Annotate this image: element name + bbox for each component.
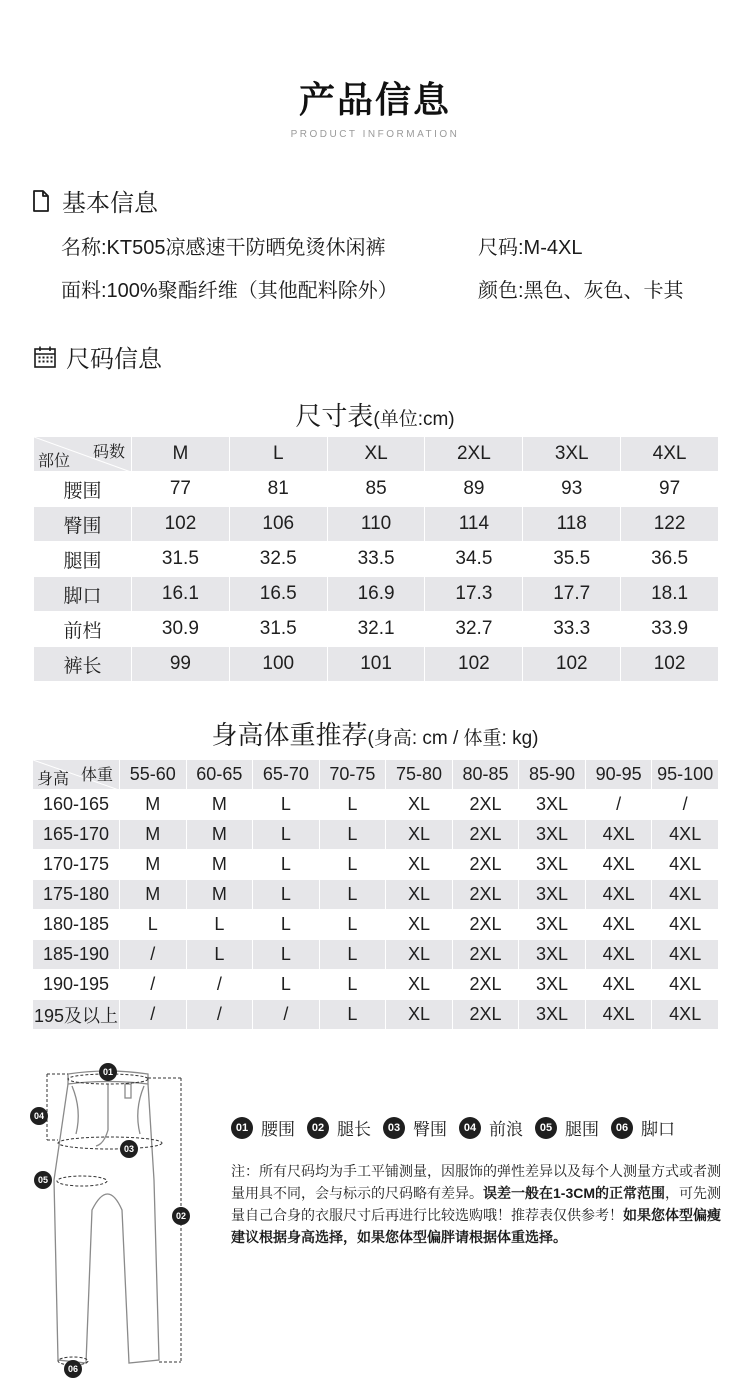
rec-table-cell: / (186, 1000, 253, 1030)
rec-table-cell: 4XL (652, 940, 719, 970)
rec-table-caption (0, 715, 750, 752)
size-table-row-label: 前档 (34, 612, 132, 647)
size-info-heading (32, 339, 162, 374)
rec-table-cell: L (319, 970, 386, 1000)
product-colors: 颜色:黑色、灰色、卡其 (478, 280, 684, 302)
size-table-cell: 118 (523, 507, 621, 542)
rec-table-cell: 2XL (452, 970, 519, 1000)
legend-number-badge: 04 (459, 1117, 481, 1139)
size-table-column-header: 2XL (425, 437, 523, 472)
rec-table-row (33, 880, 719, 910)
size-table-row (34, 507, 719, 542)
size-table-unit: (单位:cm) (373, 409, 455, 430)
rec-table-cell: / (186, 970, 253, 1000)
size-table-cell: 30.9 (132, 612, 230, 647)
rec-table-cell: 4XL (585, 970, 652, 1000)
product-name: 名称:KT505凉感速干防晒免烫休闲裤 (61, 237, 386, 259)
rec-table-header-row (33, 760, 719, 790)
rec-table-cell: L (253, 820, 320, 850)
rec-table-cell: 2XL (452, 790, 519, 820)
size-table-cell: 102 (425, 647, 523, 682)
size-table-cell: 99 (132, 647, 230, 682)
rec-table-cell: 4XL (585, 880, 652, 910)
rec-table-cell: 3XL (519, 970, 586, 1000)
figure-badge-02: 02 (172, 1207, 190, 1225)
rec-table-cell: L (253, 940, 320, 970)
size-table-row (34, 612, 719, 647)
size-table-cell: 17.3 (425, 577, 523, 612)
size-table-corner-bottom: 部位 (38, 453, 71, 470)
rec-table-column-header: 65-70 (253, 760, 320, 790)
size-table-cell: 32.7 (425, 612, 523, 647)
legend-label: 腿围 (565, 1120, 599, 1139)
document-icon (28, 188, 54, 214)
rec-table-row (33, 910, 719, 940)
legend-label: 腰围 (261, 1120, 295, 1139)
page-title: 产品信息 (298, 79, 451, 120)
size-table-cell: 33.3 (523, 612, 621, 647)
rec-table-cell: 4XL (652, 970, 719, 1000)
rec-table-cell: 4XL (652, 850, 719, 880)
legend-number-badge: 05 (535, 1117, 557, 1139)
size-table-corner-top: 码数 (92, 444, 125, 461)
size-table-cell: 77 (132, 472, 230, 507)
rec-table-cell: M (186, 850, 253, 880)
rec-table-column-header: 75-80 (386, 760, 453, 790)
rec-table-cell: 2XL (452, 880, 519, 910)
size-table-cell: 102 (523, 647, 621, 682)
size-table-cell: 31.5 (132, 542, 230, 577)
rec-table-cell: / (253, 1000, 320, 1030)
size-table-row (34, 542, 719, 577)
rec-table-cell: L (186, 910, 253, 940)
legend-number-badge: 02 (307, 1117, 329, 1139)
size-table-column-header: 4XL (621, 437, 719, 472)
basic-info-heading (28, 183, 158, 218)
rec-table-cell: 4XL (585, 850, 652, 880)
size-table (33, 436, 719, 682)
rec-table-cell: M (120, 820, 187, 850)
rec-table-cell: 3XL (519, 820, 586, 850)
rec-table-cell: XL (386, 940, 453, 970)
rec-table-cell: L (186, 940, 253, 970)
rec-table-cell: 3XL (519, 880, 586, 910)
rec-table-cell: M (186, 790, 253, 820)
page-subtitle: PRODUCT INFORMATION (290, 129, 460, 140)
size-table-row (34, 577, 719, 612)
rec-table-cell: 4XL (585, 1000, 652, 1030)
legend-label: 脚口 (641, 1120, 675, 1139)
size-table-cell: 32.5 (229, 542, 327, 577)
rec-table-row (33, 970, 719, 1000)
rec-table-cell: 4XL (585, 940, 652, 970)
rec-table-cell: L (253, 970, 320, 1000)
measurement-note (231, 1160, 721, 1248)
rec-table-cell: M (120, 850, 187, 880)
rec-table-cell: L (253, 850, 320, 880)
size-table-cell: 100 (229, 647, 327, 682)
size-table-cell: 31.5 (229, 612, 327, 647)
rec-table-row-label: 180-185 (33, 910, 120, 940)
legend-item (231, 1115, 295, 1140)
rec-table-cell: 3XL (519, 1000, 586, 1030)
legend-label: 臀围 (413, 1120, 447, 1139)
size-info-title: 尺码信息 (66, 346, 162, 373)
size-table-column-header: L (229, 437, 327, 472)
rec-table-cell: M (120, 790, 187, 820)
size-table-row-label: 脚口 (34, 577, 132, 612)
product-fabric: 面料:100%聚酯纤维（其他配料除外） (61, 280, 398, 302)
rec-table-corner-top: 体重 (80, 767, 113, 784)
note-text-2: ，可先测量自己合身的衣服尺寸后再进行比较选购哦！推荐表仅供参考！ (231, 1185, 722, 1223)
rec-table-cell: 4XL (585, 820, 652, 850)
size-table-cell: 33.5 (327, 542, 425, 577)
size-table-cell: 89 (425, 472, 523, 507)
rec-table-cell: 4XL (652, 1000, 719, 1030)
size-table-cell: 122 (621, 507, 719, 542)
rec-table-cell: 3XL (519, 790, 586, 820)
rec-table-column-header: 85-90 (519, 760, 586, 790)
product-size-range: 尺码:M-4XL (478, 237, 583, 259)
rec-table-cell: M (120, 880, 187, 910)
rec-table-cell: L (319, 1000, 386, 1030)
rec-table (32, 759, 719, 1030)
note-bold-2: 如果您体型偏瘦建议根据身高选择，如果您体型偏胖请根据体重选择。 (231, 1207, 721, 1245)
rec-table-cell: 3XL (519, 910, 586, 940)
rec-table-cell: XL (386, 970, 453, 1000)
legend-label: 前浪 (489, 1120, 523, 1139)
rec-table-column-header: 90-95 (585, 760, 652, 790)
rec-table-cell: XL (386, 880, 453, 910)
rec-table-title: 身高体重推荐 (211, 720, 368, 750)
rec-table-cell: / (652, 790, 719, 820)
legend-item (307, 1115, 371, 1140)
legend-item (459, 1115, 523, 1140)
rec-table-cell: L (319, 910, 386, 940)
size-table-cell: 16.5 (229, 577, 327, 612)
calendar-icon (32, 344, 58, 370)
legend-item (611, 1115, 675, 1140)
rec-table-cell: L (253, 880, 320, 910)
figure-badge-01: 01 (99, 1063, 117, 1081)
size-table-cell: 36.5 (621, 542, 719, 577)
size-table-cell: 85 (327, 472, 425, 507)
size-table-cell: 16.1 (132, 577, 230, 612)
rec-table-cell: 4XL (652, 820, 719, 850)
rec-table-row-label: 160-165 (33, 790, 120, 820)
rec-table-cell: M (186, 880, 253, 910)
figure-badge-06: 06 (64, 1360, 82, 1378)
rec-table-cell: L (319, 940, 386, 970)
legend-item (535, 1115, 599, 1140)
rec-table-cell: XL (386, 820, 453, 850)
rec-table-column-header: 55-60 (120, 760, 187, 790)
rec-table-row-label: 165-170 (33, 820, 120, 850)
legend-number-badge: 01 (231, 1117, 253, 1139)
size-table-cell: 106 (229, 507, 327, 542)
size-table-cell: 33.9 (621, 612, 719, 647)
rec-table-row-label: 175-180 (33, 880, 120, 910)
rec-table-cell: XL (386, 790, 453, 820)
size-table-cell: 93 (523, 472, 621, 507)
size-table-cell: 16.9 (327, 577, 425, 612)
size-table-row-label: 臀围 (34, 507, 132, 542)
legend-number-badge: 03 (383, 1117, 405, 1139)
size-table-row (34, 472, 719, 507)
rec-table-cell: L (319, 880, 386, 910)
rec-table-cell: M (186, 820, 253, 850)
size-table-column-header: 3XL (523, 437, 621, 472)
rec-table-row (33, 820, 719, 850)
size-table-row (34, 647, 719, 682)
rec-table-cell: / (120, 940, 187, 970)
size-table-header-row (34, 437, 719, 472)
legend-item (383, 1115, 447, 1140)
rec-table-cell: 4XL (652, 910, 719, 940)
size-table-cell: 110 (327, 507, 425, 542)
rec-table-cell: L (253, 790, 320, 820)
rec-table-cell: 4XL (652, 880, 719, 910)
size-table-caption (0, 396, 750, 433)
rec-table-cell: L (120, 910, 187, 940)
rec-table-cell: 3XL (519, 850, 586, 880)
measurement-legend (231, 1115, 687, 1140)
figure-badge-04: 04 (30, 1107, 48, 1125)
size-table-cell: 102 (132, 507, 230, 542)
figure-badge-05: 05 (34, 1171, 52, 1189)
size-table-corner-cell (34, 437, 132, 472)
rec-table-column-header: 60-65 (186, 760, 253, 790)
size-table-cell: 18.1 (621, 577, 719, 612)
rec-table-column-header: 70-75 (319, 760, 386, 790)
basic-info-title: 基本信息 (62, 190, 158, 217)
rec-table-row-label: 185-190 (33, 940, 120, 970)
size-table-cell: 101 (327, 647, 425, 682)
rec-table-cell: 2XL (452, 820, 519, 850)
rec-table-cell: XL (386, 850, 453, 880)
size-table-row-label: 裤长 (34, 647, 132, 682)
rec-table-cell: 2XL (452, 850, 519, 880)
rec-table-corner-cell (33, 760, 120, 790)
rec-table-cell: 4XL (585, 910, 652, 940)
size-table-row-label: 腿围 (34, 542, 132, 577)
size-table-row-label: 腰围 (34, 472, 132, 507)
size-table-column-header: M (132, 437, 230, 472)
rec-table-cell: L (319, 820, 386, 850)
legend-label: 腿长 (337, 1120, 371, 1139)
pants-outline-icon (24, 1060, 194, 1390)
rec-table-cell: / (585, 790, 652, 820)
legend-number-badge: 06 (611, 1117, 633, 1139)
rec-table-row (33, 790, 719, 820)
size-table-cell: 34.5 (425, 542, 523, 577)
rec-table-row (33, 1000, 719, 1030)
rec-table-corner-bottom: 身高 (37, 771, 70, 788)
rec-table-cell: / (120, 1000, 187, 1030)
note-bold-1: 误差一般在1-3CM的正常范围 (483, 1185, 666, 1201)
rec-table-cell: 2XL (452, 910, 519, 940)
rec-table-column-header: 95-100 (652, 760, 719, 790)
rec-table-cell: 2XL (452, 940, 519, 970)
rec-table-cell: L (253, 910, 320, 940)
rec-table-cell: / (120, 970, 187, 1000)
rec-table-row (33, 940, 719, 970)
rec-table-row-label: 195及以上 (33, 1000, 120, 1030)
note-text-1: 注：所有尺码均为手工平铺测量，因服饰的弹性差异以及每个人测量方式或者测量用具不同，会与标示的尺码略有差异。 (231, 1163, 721, 1201)
rec-table-cell: 2XL (452, 1000, 519, 1030)
size-table-title: 尺寸表 (295, 401, 374, 431)
size-table-cell: 17.7 (523, 577, 621, 612)
size-table-column-header: XL (327, 437, 425, 472)
rec-table-cell: 3XL (519, 940, 586, 970)
rec-table-row (33, 850, 719, 880)
rec-table-column-header: 80-85 (452, 760, 519, 790)
rec-table-cell: XL (386, 1000, 453, 1030)
size-table-cell: 35.5 (523, 542, 621, 577)
rec-table-row-label: 190-195 (33, 970, 120, 1000)
rec-table-cell: L (319, 850, 386, 880)
rec-table-row-label: 170-175 (33, 850, 120, 880)
size-table-cell: 114 (425, 507, 523, 542)
size-table-cell: 32.1 (327, 612, 425, 647)
size-table-cell: 81 (229, 472, 327, 507)
pants-measurement-figure (24, 1060, 194, 1390)
rec-table-cell: XL (386, 910, 453, 940)
size-table-cell: 97 (621, 472, 719, 507)
rec-table-cell: L (319, 790, 386, 820)
size-table-cell: 102 (621, 647, 719, 682)
rec-table-unit: (身高: cm / 体重: kg) (367, 728, 539, 749)
figure-badge-03: 03 (120, 1140, 138, 1158)
